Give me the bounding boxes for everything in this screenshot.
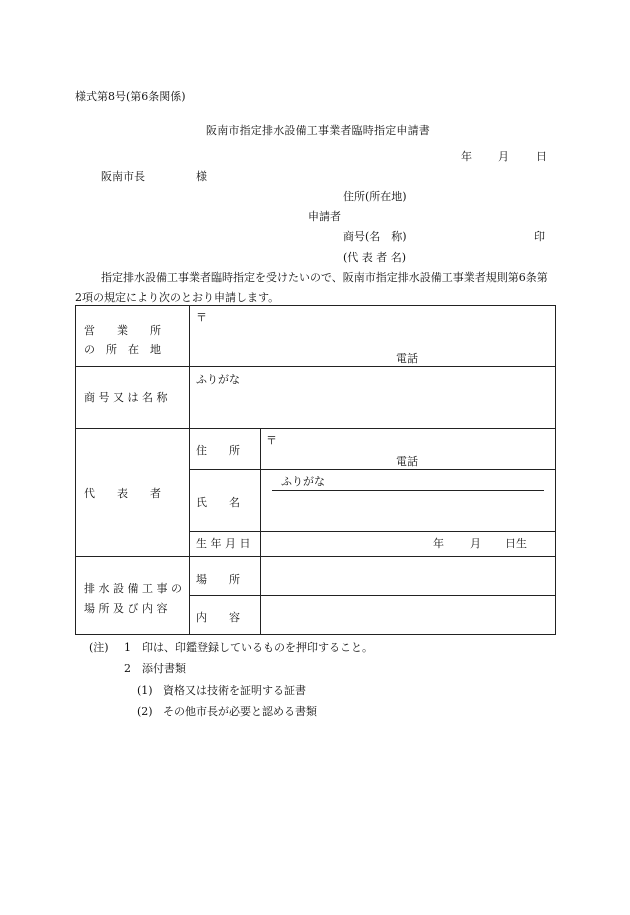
rep-name-label: 氏 名 [196,496,240,509]
representative-label: 代 表 者 [84,487,161,500]
note-2-sub-2-text: その他市長が必要と認める書類 [163,705,317,718]
birthdate-day-label: 日生 [505,537,527,550]
applicant-label: 申請者 [308,210,341,223]
note-2-sub-2-num: (2) [137,705,153,718]
rep-phone-label: 電話 [396,455,418,468]
rep-birthdate-label: 生 年 月 日 [196,537,251,550]
date-year-label: 年 [461,150,472,163]
work-place-label: 場 所 [196,573,240,586]
body-text-line1: 指定排水設備工事業者臨時指定を受けたいので、阪南市指定排水設備工事業者規則第6条第 [101,271,548,284]
seal-label: 印 [534,230,545,243]
rep-postal-mark: 〒 [266,434,277,447]
form-code: 様式第8号(第6条関係) [75,90,186,103]
work-content-label: 内 容 [196,611,240,624]
office-postal-mark: 〒 [196,311,207,324]
birthdate-year-label: 年 [433,537,444,550]
note-2-text: 添付書類 [142,662,186,675]
note-1-num: 1 [124,641,131,654]
addressee-name: 阪南市長 [101,170,145,183]
applicant-address-label: 住所(所在地) [343,190,407,203]
date-month-label: 月 [498,150,509,163]
work-site-label-line2: 場 所 及 び 内 容 [84,602,168,615]
addressee-honorific: 様 [196,170,207,183]
note-2-sub-1-text: 資格又は技術を証明する証書 [163,684,306,697]
date-day-label: 日 [536,150,547,163]
office-phone-label: 電話 [396,352,418,365]
applicant-representative-label: (代 表 者 名) [343,251,407,264]
trade-name-label: 商 号 又 は 名 称 [84,391,168,404]
note-2-num: 2 [124,662,131,675]
trade-name-furigana-label: ふりがな [196,373,240,386]
work-site-label-line1: 排 水 設 備 工 事 の [84,582,182,595]
note-2-sub-1-num: (1) [137,684,153,697]
applicant-trade-name-label: 商号(名 称) [343,230,407,243]
rep-address-label: 住 所 [196,444,240,457]
body-text-line2: 2項の規定により次のとおり申請します。 [75,291,280,304]
notes-header: (注) [89,641,109,654]
office-location-label-line1: 営 業 所 [84,324,161,337]
rep-name-furigana-label: ふりがな [281,475,325,488]
note-1-text: 印は、印鑑登録しているものを押印すること。 [142,641,373,654]
office-location-label-line2: の 所 在 地 [84,343,161,356]
page-title: 阪南市指定排水設備工事業者臨時指定申請書 [206,124,430,137]
birthdate-month-label: 月 [470,537,481,550]
